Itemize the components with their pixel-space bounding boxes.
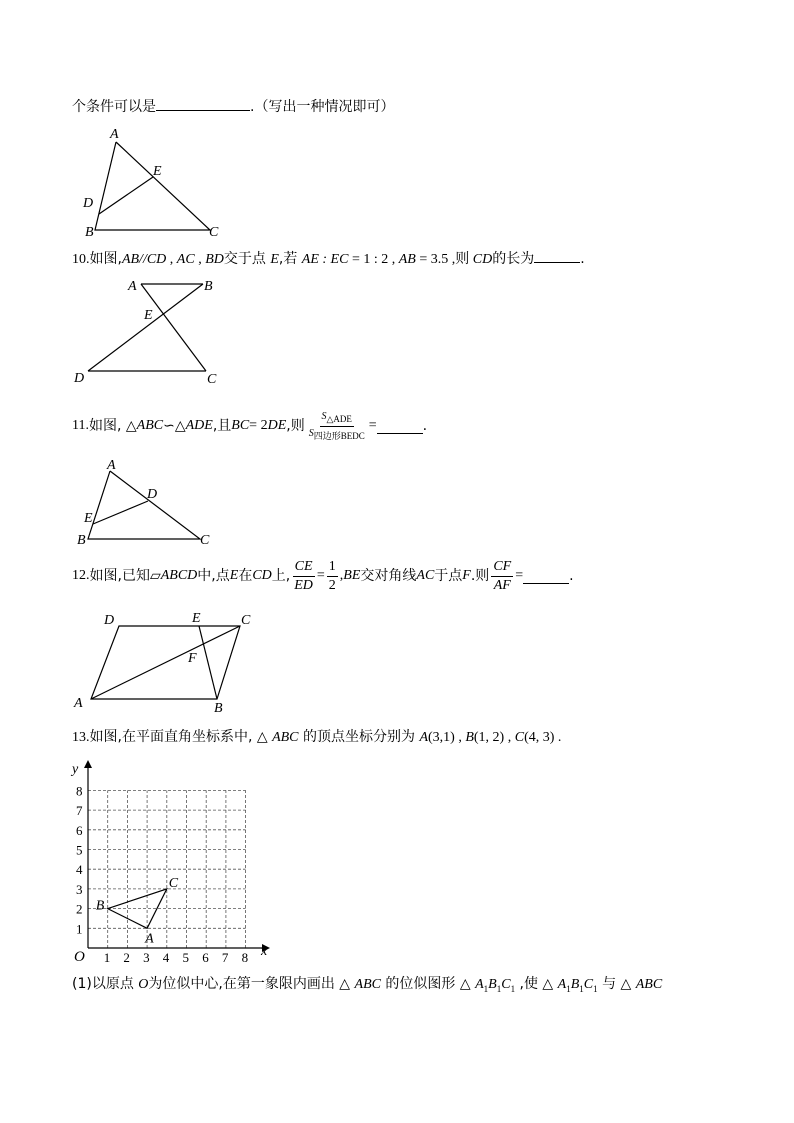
q12-t12: 交对角线	[360, 568, 417, 584]
x-tick-label: 4	[162, 950, 170, 965]
q10-t16: .	[580, 251, 585, 267]
q10-figure	[70, 274, 230, 390]
sub1-sub-b1: 1	[496, 983, 502, 994]
x-tick-label: 5	[182, 950, 189, 965]
q12-t7: CD	[252, 568, 272, 583]
y-tick-label: 8	[76, 783, 83, 799]
q12-t10: ,	[339, 568, 344, 583]
y-tick-label: 2	[76, 901, 83, 917]
answer-blank[interactable]	[377, 419, 423, 434]
ce-ed-fraction	[292, 558, 315, 595]
sub1-e: 的位似图形 △	[380, 976, 476, 992]
q10-t6: BD	[205, 252, 224, 267]
q12-t4: 中,点	[197, 568, 230, 584]
sub1-k: B	[570, 977, 580, 992]
sub1-j: A	[557, 977, 567, 992]
q11-t8: DE	[267, 418, 287, 433]
q11-t1: 如图, △	[88, 418, 137, 434]
q12-t9: =	[316, 568, 325, 583]
q13-t6: B	[465, 730, 474, 745]
q10-label-e: E	[144, 308, 153, 323]
q10-t15: 的长为	[492, 251, 535, 267]
q12-label-b: B	[214, 701, 223, 716]
frac-num-s: S	[321, 410, 327, 422]
q9-label-b: B	[85, 225, 94, 240]
q11-label-e: E	[84, 511, 93, 526]
q12-t17: =	[515, 568, 524, 583]
q10-number: 10.	[72, 252, 90, 267]
q11-label-a: A	[107, 458, 116, 473]
point-c-label: C	[168, 875, 179, 891]
axes	[84, 760, 270, 952]
q12-label-c: C	[241, 613, 251, 628]
sub1-m: 与 △	[597, 976, 636, 992]
q10-t1: 如图,	[89, 251, 122, 267]
frac1-den: ED	[294, 577, 313, 593]
q13-t4: A	[419, 730, 428, 745]
coordinate-grid	[66, 756, 286, 966]
q9-label-d: D	[83, 196, 94, 211]
q11-figure	[72, 456, 222, 548]
q12-t16: .则	[470, 568, 490, 584]
sub1-f: A	[475, 977, 484, 992]
q12-number: 12.	[72, 568, 90, 583]
point-b-label: B	[95, 898, 105, 914]
sub1-sub-a1: 1	[483, 983, 489, 994]
sub1-a: (1)以原点	[72, 976, 139, 992]
y-tick-label: 3	[76, 881, 83, 897]
q10-label-a: A	[128, 279, 137, 294]
q12-label-d: D	[104, 613, 115, 628]
q9-label-c: C	[209, 225, 219, 240]
q11-text	[72, 406, 427, 446]
answer-blank[interactable]	[534, 248, 580, 263]
one-half-fraction	[327, 558, 338, 595]
x-tick-label: 3	[143, 950, 150, 965]
q12-t11: BE	[343, 568, 361, 583]
triangle-abc	[108, 889, 167, 928]
q12-t5: E	[229, 568, 239, 583]
sub1-d: ABC	[354, 977, 381, 992]
frac-den-sub: 四边形BEDC	[313, 430, 365, 441]
q9-label-a: A	[110, 127, 119, 142]
q12-label-f: F	[188, 651, 197, 666]
y-axis-label: y	[72, 762, 79, 777]
q10-t2: AB//CD	[121, 252, 167, 267]
sub1-l: C	[583, 977, 594, 992]
q12-label-e: E	[192, 611, 201, 626]
answer-blank[interactable]	[523, 569, 569, 584]
q11-t4: ADE	[185, 418, 213, 433]
q10-label-b: B	[204, 279, 213, 294]
y-tick-label: 4	[76, 862, 83, 878]
q13-t8: C	[514, 730, 525, 745]
q9-prefix: 个条件可以是	[72, 99, 156, 115]
q11-t11: .	[422, 418, 428, 434]
q13-t3: 的顶点坐标分别为	[298, 729, 420, 745]
q11-label-c: C	[200, 533, 210, 548]
q10-t13: = 3.5 ,则	[415, 252, 473, 267]
area-ratio-fraction	[307, 410, 367, 443]
x-tick-label: 8	[241, 950, 249, 965]
y-tick-label: 1	[76, 921, 83, 937]
q10-t10: AE : EC	[301, 252, 349, 267]
q11-number: 11.	[72, 418, 89, 433]
q11-t5: ,且	[212, 418, 232, 434]
q10-t4: AC	[176, 252, 195, 267]
q10-text	[72, 248, 585, 270]
q11-t9: ,则	[286, 418, 305, 434]
q11-label-b: B	[77, 533, 86, 548]
frac2-den: 2	[328, 577, 336, 593]
grid-lines	[88, 790, 246, 948]
sub1-g: B	[488, 977, 497, 992]
q10-t7: 交于点	[223, 251, 271, 267]
point-a-label: A	[145, 931, 154, 947]
q13-t5: (3,1) ,	[428, 730, 466, 745]
q13-sub1	[72, 974, 662, 999]
sub1-b: O	[138, 977, 149, 992]
frac3-num: CF	[491, 558, 513, 577]
q13-t7: (1, 2) ,	[473, 730, 515, 745]
q12-t8: 上,	[271, 568, 291, 584]
q13-text	[72, 727, 561, 748]
x-tick-label: 2	[123, 950, 130, 965]
frac3-den: AF	[493, 577, 511, 593]
sub1-h: C	[501, 977, 511, 992]
x-tick-label: 7	[221, 950, 229, 965]
tick-labels	[76, 783, 248, 965]
q13-number: 13.	[72, 730, 90, 745]
q10-t14: CD	[472, 252, 493, 267]
x-tick-label: 6	[202, 950, 209, 965]
q12-t13: AC	[416, 568, 435, 583]
q13-t2: ABC	[272, 730, 299, 745]
cf-af-fraction	[491, 558, 513, 595]
q12-t18: .	[569, 568, 574, 584]
frac-den-s: S	[308, 427, 314, 439]
q11-t3: ∽△	[163, 418, 186, 434]
q9-text	[72, 96, 394, 117]
frac-num-sub: △ADE	[326, 413, 352, 424]
sub1-n: ABC	[635, 977, 663, 992]
q11-t2: ABC	[136, 418, 164, 433]
x-tick-label: 1	[103, 950, 111, 965]
q10-t11: = 1 : 2 ,	[348, 252, 399, 267]
q12-t14: 于点	[434, 568, 463, 584]
sub1-i: ,使 △	[515, 976, 558, 992]
sub1-sub-c1: 1	[510, 983, 516, 994]
sub1-c: 为位似中心,在第一象限内画出 △	[148, 976, 355, 992]
parallelogram-symbol: ▱	[149, 568, 161, 584]
origin-label: O	[74, 949, 85, 965]
q10-t12: AB	[398, 252, 416, 267]
q9-label-e: E	[153, 164, 162, 179]
q9-suffix: .（写出一种情况即可）	[250, 99, 395, 115]
q10-t9: ,若	[278, 251, 302, 267]
q13-t1: 如图,在平面直角坐标系中, △	[89, 729, 273, 745]
q12-label-a: A	[74, 696, 83, 711]
q10-t3: ,	[166, 252, 177, 267]
frac2-num: 1	[327, 558, 338, 577]
y-tick-label: 6	[76, 822, 83, 838]
q10-t8: E	[270, 252, 279, 267]
q10-t5: ,	[194, 252, 206, 267]
frac1-num: CE	[293, 558, 315, 577]
q12-t6: 在	[238, 568, 253, 584]
sub1-sub-a1b: 1	[566, 983, 571, 994]
q13-t9: (4, 3) .	[524, 730, 562, 745]
q11-t7: = 2	[249, 418, 268, 433]
q11-label-d: D	[147, 487, 158, 502]
q10-label-d: D	[74, 371, 85, 386]
q12-figure	[70, 606, 270, 718]
sub1-sub-c1b: 1	[593, 983, 598, 994]
q11-t10: =	[368, 418, 377, 433]
q12-t15: F	[462, 568, 471, 583]
answer-blank[interactable]	[156, 96, 250, 111]
q9-figure	[80, 122, 230, 242]
q12-text	[72, 556, 574, 596]
y-tick-label: 7	[76, 803, 83, 819]
q11-t6: BC	[231, 418, 250, 433]
q10-label-c: C	[207, 372, 217, 387]
sub1-sub-b1b: 1	[579, 983, 584, 994]
x-axis-label: x	[261, 944, 268, 959]
q12-t1: 如图,已知	[89, 568, 150, 584]
q12-t3: ABCD	[160, 568, 198, 583]
y-tick-label: 5	[76, 842, 83, 858]
